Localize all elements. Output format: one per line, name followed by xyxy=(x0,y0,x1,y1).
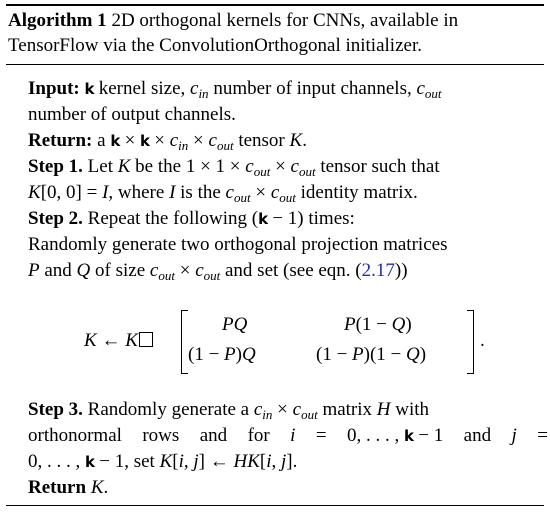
step3-line-3: 0, . . . , k − 1, set K[i, j] ← HK[i, j]. xyxy=(28,451,298,472)
return-label: Return: xyxy=(28,130,93,151)
equation-period: . xyxy=(480,330,485,351)
equation-lhs: K ← K xyxy=(84,330,153,352)
algorithm-number: Algorithm 1 xyxy=(8,10,107,31)
return-line: Return: a $k \times k \times c_{in} \times c_{out}$ tensor K. xyxy=(28,130,307,153)
matrix-cell-22: (1 − P)(1 − Q) xyxy=(316,344,427,365)
update-equation xyxy=(84,310,504,374)
step3-line: Step 3. Randomly generate a $c_{in} \times c_{out}$ matrix H with xyxy=(28,399,430,422)
final-return-line: Return K. xyxy=(28,477,109,498)
top-rule xyxy=(6,4,544,6)
step3-label: Step 3. xyxy=(28,399,83,420)
matrix-cell-12: P(1 − Q) xyxy=(344,314,412,335)
step1-line-2: K[0, 0] = I, where I is the $c_{out} \times c_{out}$ identity matrix. xyxy=(28,182,418,205)
eqn-reference[interactable]: 2.17 xyxy=(361,260,395,281)
matrix-left-bracket xyxy=(181,310,188,374)
step2-line-2: Randomly generate two orthogonal projection matrices xyxy=(28,234,448,255)
matrix-cell-21: (1 − P)Q xyxy=(188,344,256,365)
input-line: Input: k kernel size, $c_{in}$ number of input channels, $c_{out}$ xyxy=(28,78,442,101)
step2-line: Step 2. Repeat the following (k − 1) times: xyxy=(28,208,355,229)
matrix-cell-11: PQ xyxy=(222,314,248,335)
bottom-rule xyxy=(6,505,544,506)
title-rule xyxy=(6,64,544,65)
step2-label: Step 2. xyxy=(28,208,83,229)
step1-line: Step 1. Let K be the $1 \times 1 \times c_{out} \times c_{out}$ tensor such that xyxy=(28,156,440,179)
algorithm-title-line2: TensorFlow via the ConvolutionOrthogonal initializer. xyxy=(8,35,422,56)
step1-label: Step 1. xyxy=(28,156,83,177)
algorithm-title-text: 2D orthogonal kernels for CNNs, available in xyxy=(111,10,459,31)
input-line-2: number of output channels. xyxy=(28,104,236,125)
step3-line-2: orthonormal rows and for i = 0, . . . , k − 1 and j = xyxy=(28,425,548,446)
step2-line-3: P and Q of size $c_{out} \times c_{out}$ and set (see eqn. (2.17)) xyxy=(28,260,408,283)
matrix-right-bracket xyxy=(467,310,474,374)
block-product-symbol xyxy=(139,332,153,347)
algorithm-title xyxy=(8,9,458,33)
final-return-label: Return xyxy=(28,477,87,498)
input-label: Input: xyxy=(28,78,80,99)
